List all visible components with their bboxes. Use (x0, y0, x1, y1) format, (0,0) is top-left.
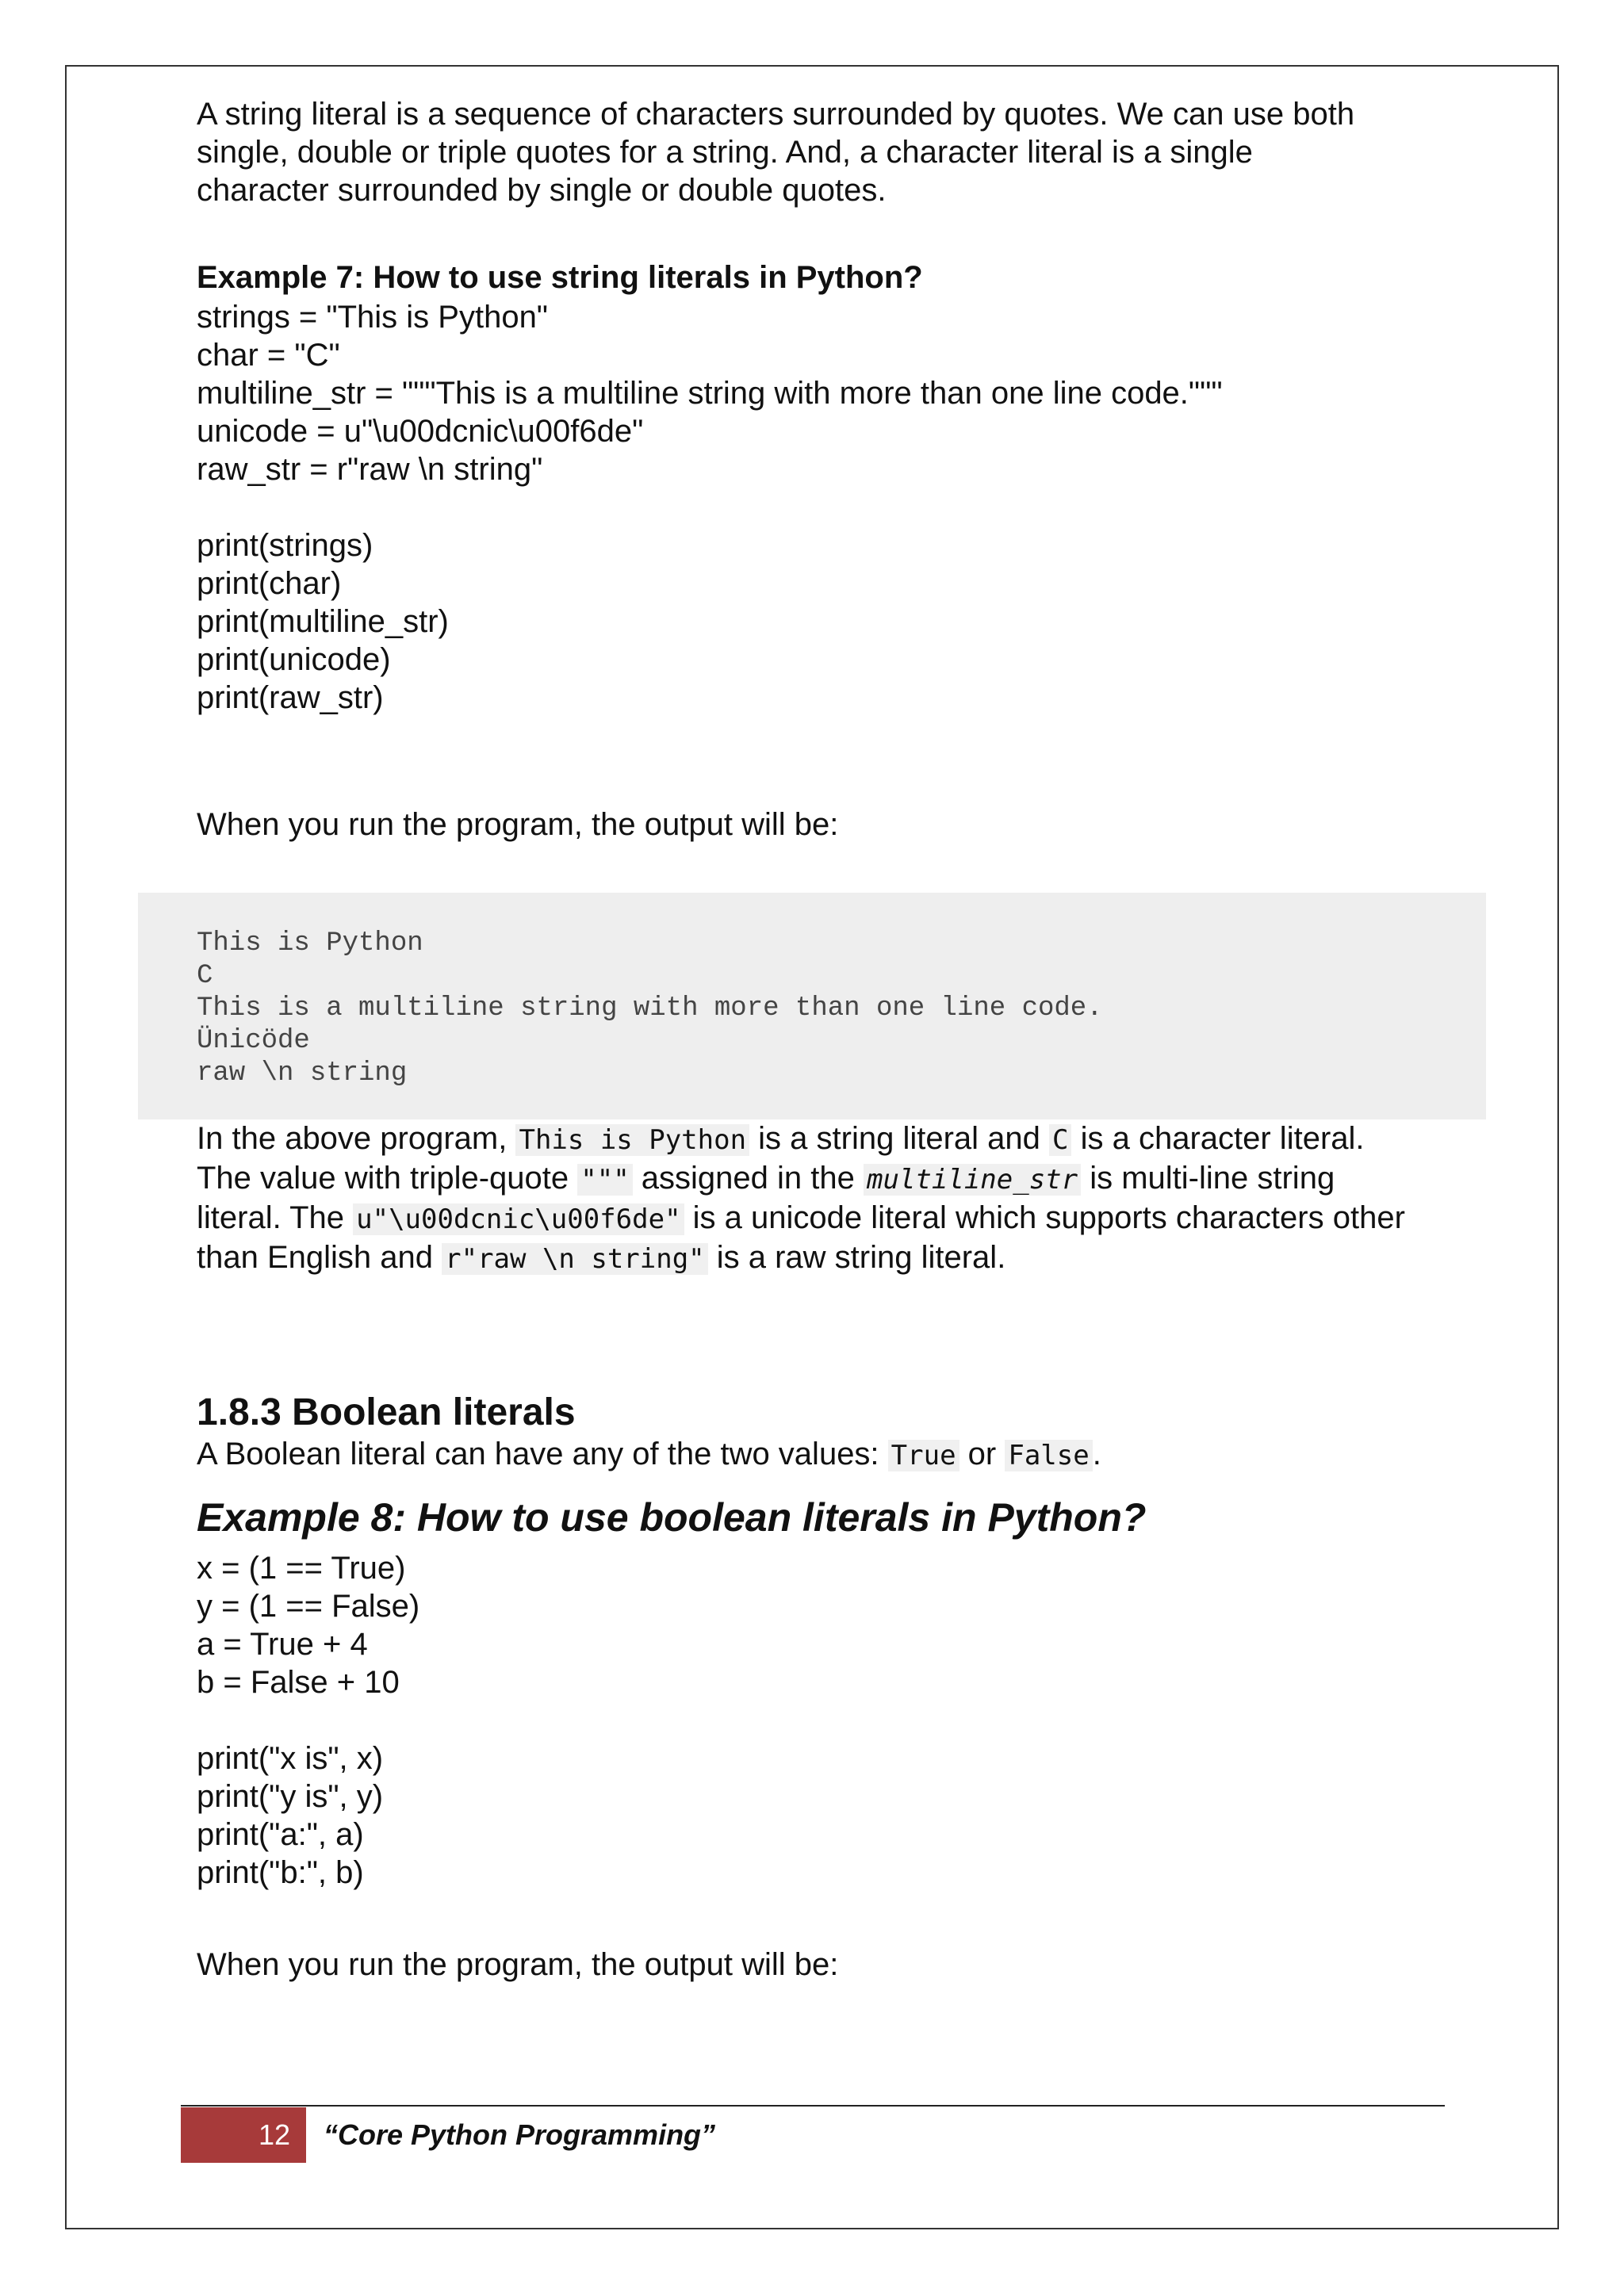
text: is a string literal and (749, 1121, 1049, 1156)
intro-line: character surrounded by single or double quotes. (197, 173, 887, 208)
example8-run-text-wrap (197, 1946, 1465, 1984)
intro-line: A string literal is a sequence of characters surrounded by quotes. We can use both (197, 97, 1355, 132)
explanation-line (197, 1119, 1465, 1159)
code-line: b = False + 10 (197, 1665, 400, 1700)
explanation-paragraph (197, 1119, 1465, 1278)
example7-heading: Example 7: How to use string literals in Python? (197, 260, 923, 295)
run-text: When you run the program, the output will be: (197, 1947, 839, 1982)
example8-heading: Example 8: How to use boolean literals in Python? (197, 1495, 1147, 1540)
code-line: x = (1 == True) (197, 1551, 406, 1586)
code-line: strings = "This is Python" (197, 300, 549, 335)
section-heading: 1.8.3 Boolean literals (197, 1391, 576, 1433)
text: is a unicode literal which supports characters other (684, 1200, 1405, 1235)
code-line: print(char) (197, 566, 342, 601)
run-text: When you run the program, the output will be: (197, 807, 839, 842)
example7-section (197, 258, 1465, 717)
code-line: char = "C" (197, 338, 340, 373)
example8-section (197, 1494, 1465, 1892)
code-line: print(strings) (197, 528, 373, 563)
code-line: print("x is", x) (197, 1741, 384, 1776)
boolean-section (197, 1391, 1465, 1475)
output-box (138, 893, 1486, 1119)
inline-code: True (888, 1440, 959, 1471)
inline-code: u"\u00dcnic\u00f6de" (353, 1203, 684, 1235)
text: is multi-line string (1081, 1161, 1335, 1196)
text: The value with triple-quote (197, 1161, 578, 1196)
inline-code: This is Python (515, 1124, 749, 1156)
text: . (1092, 1437, 1101, 1471)
footer-rule (181, 2105, 1445, 2107)
explanation-line (197, 1199, 1465, 1238)
code-line: print("y is", y) (197, 1779, 384, 1814)
intro-line: single, double or triple quotes for a string. And, a character literal is a single (197, 135, 1253, 170)
code-line: print(raw_str) (197, 680, 384, 715)
inline-code: """ (577, 1164, 632, 1196)
code-line: multiline_str = """This is a multiline string with more than one line code.""" (197, 376, 1223, 411)
output-line: This is Python (197, 928, 423, 959)
code-line (197, 1701, 1465, 1739)
page-number: 12 (181, 2107, 306, 2163)
text: or (959, 1437, 1005, 1471)
inline-code: r"raw \n string" (442, 1243, 708, 1275)
code-line: print(unicode) (197, 642, 391, 677)
text: assigned in the (632, 1161, 864, 1196)
code-line: raw_str = r"raw \n string" (197, 452, 543, 487)
output-line: raw \n string (197, 1058, 408, 1089)
output-line: C (197, 961, 213, 991)
inline-code: False (1005, 1440, 1092, 1471)
text: In the above program, (197, 1121, 516, 1156)
inline-code: C (1049, 1124, 1071, 1156)
book-title: “Core Python Programming” (324, 2118, 716, 2151)
explanation-line (197, 1238, 1465, 1278)
text: than English and (197, 1240, 442, 1275)
output-line: Ünicöde (197, 1026, 310, 1056)
code-line: print("a:", a) (197, 1817, 364, 1852)
text: is a raw string literal. (707, 1240, 1006, 1275)
code-line: print("b:", b) (197, 1855, 364, 1890)
boolean-description (197, 1435, 1465, 1475)
code-line: a = True + 4 (197, 1627, 368, 1662)
text: A Boolean literal can have any of the two values: (197, 1437, 888, 1471)
intro-paragraph (197, 95, 1465, 209)
explanation-line (197, 1159, 1465, 1199)
text: is a character literal. (1071, 1121, 1365, 1156)
example7-run-text-wrap (197, 806, 1465, 844)
code-line: print(multiline_str) (197, 604, 449, 639)
inline-code: multiline_str (864, 1164, 1081, 1196)
text: literal. The (197, 1200, 354, 1235)
code-line: y = (1 == False) (197, 1589, 420, 1624)
code-line (197, 488, 1465, 526)
output-line: This is a multiline string with more than one line code. (197, 993, 1103, 1024)
code-line: unicode = u"\u00dcnic\u00f6de" (197, 414, 644, 449)
